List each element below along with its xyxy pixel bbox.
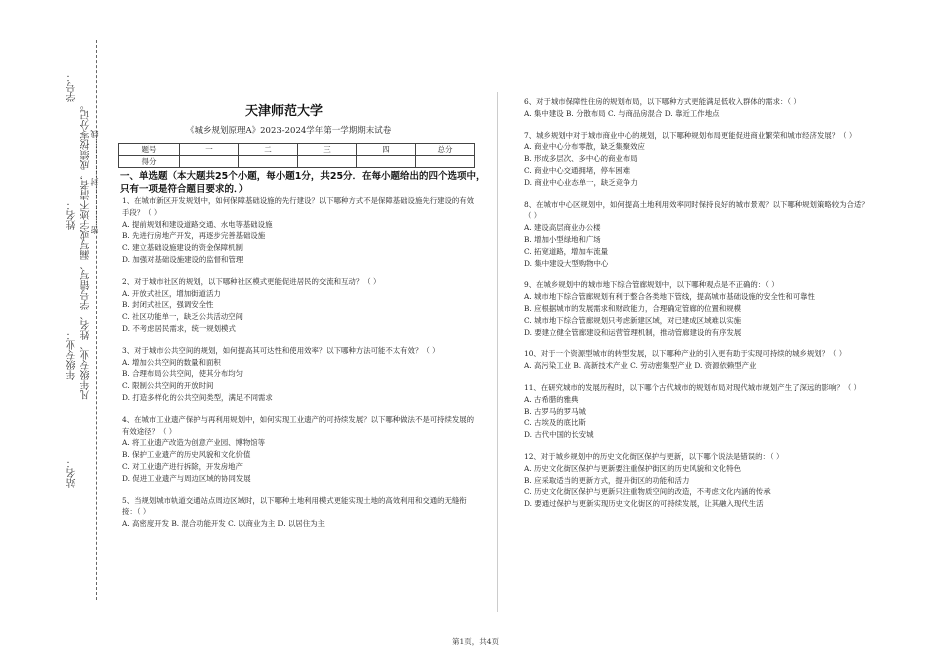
answer-option: D. 要建立健全管廊建设和运营管理机制，推动管廊建设的有序发展 (524, 327, 742, 337)
score-cell: 一 (180, 144, 239, 156)
score-input-cell (298, 156, 357, 168)
answer-option: C. 社区功能单一，缺乏公共活动空间 (122, 312, 243, 322)
score-input-cell (239, 156, 298, 168)
left-question-column (122, 195, 477, 540)
answer-option: D. 集中建设大型购物中心 (524, 258, 609, 268)
question-stem: 12、对于城乡规划中的历史文化街区保护与更新，以下哪个说法是错误的：（ ） (524, 451, 784, 461)
question (524, 348, 874, 372)
binding-dash-line-outer (96, 40, 97, 600)
page-footer: 第1页，共4页 (452, 637, 500, 646)
answer-option: A. 古希腊的雅典 (524, 394, 579, 404)
answer-option: C. 古埃及的底比斯 (524, 418, 586, 428)
score-table-header-row (119, 144, 475, 156)
answer-option: C. 商业中心交通拥堵，停车困难 (524, 165, 631, 175)
answer-option: A. 高密度开发 B. 混合功能开发 C. 以商业为主 D. 以居住为主 (122, 519, 325, 529)
binding-label-name: 姓名： (67, 200, 78, 230)
score-input-cell (416, 156, 475, 168)
question (524, 451, 874, 510)
answer-option: A. 城市地下综合管廊规划有利于整合各类地下管线，提高城市基础设施的安全性和可靠性 (524, 292, 815, 302)
score-cell: 四 (357, 144, 416, 156)
question (122, 495, 477, 530)
question-stem: 11、在研究城市的发展历程时，以下哪个古代城市的规划布局对现代城市规划产生了深远的影响？（ ） (524, 382, 861, 392)
column-divider (497, 92, 498, 612)
right-question-column (524, 96, 874, 520)
score-cell: 总分 (416, 144, 475, 156)
question (122, 414, 477, 485)
answer-option: A. 开放式社区，增加街道活力 (122, 288, 221, 298)
answer-option: C. 建立基础设施建设的资金保障机制 (122, 243, 243, 253)
score-table (118, 143, 475, 168)
answer-option: B. 封闭式社区，强调安全性 (122, 300, 214, 310)
question-stem: 3、对于城市公共空间的规划，如何提高其可达性和使用效率？以下哪种方法可能不太有效？（ ） (122, 345, 440, 355)
question-stem: 2、对于城市社区的规划，以下哪种社区模式更能促进居民的交流和互动？（ ） (122, 276, 381, 286)
binding-label-major: 年级专业： (67, 330, 78, 380)
question (122, 195, 477, 266)
answer-option: A. 商业中心分布零散，缺乏集聚效应 (524, 142, 645, 152)
question (524, 96, 874, 120)
question-stem: 7、城乡规划中对于城市商业中心的规划，以下哪种规划布局更能促进商业繁荣和城市经济发展？（ ） (524, 130, 857, 140)
answer-option: A. 集中建设 B. 分散布局 C. 与商品房混合 D. 靠近工作地点 (524, 108, 720, 118)
answer-option: D. 促进工业遗产与周边区域的协同发展 (122, 473, 251, 483)
answer-option: B. 合理布局公共空间，使其分布均匀 (122, 369, 243, 379)
binding-label-station: 站名： (67, 458, 78, 488)
question (524, 130, 874, 189)
answer-option: B. 古罗马的罗马城 (524, 406, 586, 416)
answer-option: D. 古代中国的长安城 (524, 430, 594, 440)
answer-option: A. 高污染工业 B. 高新技术产业 C. 劳动密集型产业 D. 资源依赖型产业 (524, 361, 757, 371)
answer-option: C. 历史文化街区保护与更新只注重物质空间的改造，不考虑文化内涵的传承 (524, 487, 771, 497)
question-stem: 10、对于一个资源型城市的转型发展，以下哪种产业的引入更有助于实现可持续的城乡规划？（ ） (524, 349, 847, 359)
question-stem: 6、对于城市保障性住房的规划布局，以下哪种方式更能满足低收入群体的需求：（ ） (524, 97, 801, 106)
answer-option: A. 提前规划和建设道路交通、水电等基础设施 (122, 219, 273, 229)
answer-option: D. 商业中心业态单一，缺乏竞争力 (524, 177, 638, 187)
binding-notice: 凡年级专业、姓名、学号错写、漏写或字迹不清者，成绩按零分记。 (81, 100, 92, 400)
section-heading: 一、单选题（本大题共25个小题，每小题1分，共25分．在每小题给出的四个选项中，只有一项是符合题目要求的．） (120, 171, 486, 195)
question-stem: 5、当规划城市轨道交通站点周边区域时，以下哪种土地利用模式更能实现土地的高效利用和交通的无缝衔接：（ ） (122, 495, 467, 517)
score-cell: 题号 (119, 144, 180, 156)
answer-option: D. 打造多样化的公共空间类型，满足不同需求 (122, 392, 273, 402)
question (524, 382, 874, 441)
question-stem: 9、在城乡规划中的城市地下综合管廊规划中，以下哪种观点是不正确的：（ ） (524, 280, 779, 290)
binding-label-student-id: 学号： (67, 72, 78, 102)
question-stem: 1、在城市新区开发规划中，如何保障基础设施的先行建设？以下哪种方式不是保障基础设施先行建设的有效手段？（ ） (122, 196, 475, 217)
answer-option: C. 限制公共空间的开放时间 (122, 381, 214, 391)
answer-option: B. 先进行房地产开发，再逐步完善基础设施 (122, 231, 266, 241)
score-cell: 三 (298, 144, 357, 156)
exam-title: 《城乡规划原理A》2023-2024学年第一学期期末试卷 (186, 126, 392, 136)
question (524, 279, 874, 338)
question-stem: 8、在城市中心区规划中，如何提高土地利用效率同时保持良好的城市景观？以下哪种规划策略较为合适？（ ） (524, 199, 869, 221)
question-stem: 4、在城市工业遗产保护与再利用规划中，如何实现工业遗产的可持续发展？以下哪种做法不是可持续发展的有效途径？（ ） (122, 414, 475, 436)
answer-option: B. 应根据城市的发展需求和财政能力，合理确定管廊的位置和规模 (524, 303, 742, 313)
answer-option: C. 拓宽道路，增加车流量 (524, 246, 608, 256)
score-cell: 得分 (119, 156, 180, 168)
score-input-cell (180, 156, 239, 168)
answer-option: A. 历史文化街区保护与更新要注重保护街区的历史风貌和文化特色 (524, 463, 741, 473)
answer-option: C. 对工业遗产进行拆除，开发房地产 (122, 461, 243, 471)
answer-option: B. 增加小型绿地和广场 (524, 234, 601, 244)
answer-option: B. 应采取适当的更新方式，提升街区的功能和活力 (524, 475, 690, 485)
answer-option: A. 增加公共空间的数量和面积 (122, 357, 221, 367)
answer-option: C. 城市地下综合管廊规划只考虑新建区域，对已建成区域难以实施 (524, 315, 742, 325)
question (122, 345, 477, 404)
score-cell: 二 (239, 144, 298, 156)
answer-option: D. 要通过保护与更新实现历史文化街区的可持续发展，让其融入现代生活 (524, 499, 764, 509)
answer-option: A. 建设高层商业办公楼 (524, 223, 601, 233)
answer-option: D. 不考虑居民需求，统一规划模式 (122, 323, 236, 333)
answer-option: B. 保护工业遗产的历史风貌和文化价值 (122, 450, 251, 460)
university-name: 天津师范大学 (245, 104, 324, 119)
score-table-score-row (119, 156, 475, 168)
answer-option: A. 将工业遗产改造为创意产业园、博物馆等 (122, 438, 266, 448)
question (524, 199, 874, 270)
binding-seal-line: 密……………封……………线 (90, 130, 99, 234)
answer-option: D. 加强对基础设施建设的监督和管理 (122, 254, 244, 264)
score-input-cell (357, 156, 416, 168)
question (122, 276, 477, 335)
answer-option: B. 形成多层次、多中心的商业布局 (524, 154, 638, 164)
